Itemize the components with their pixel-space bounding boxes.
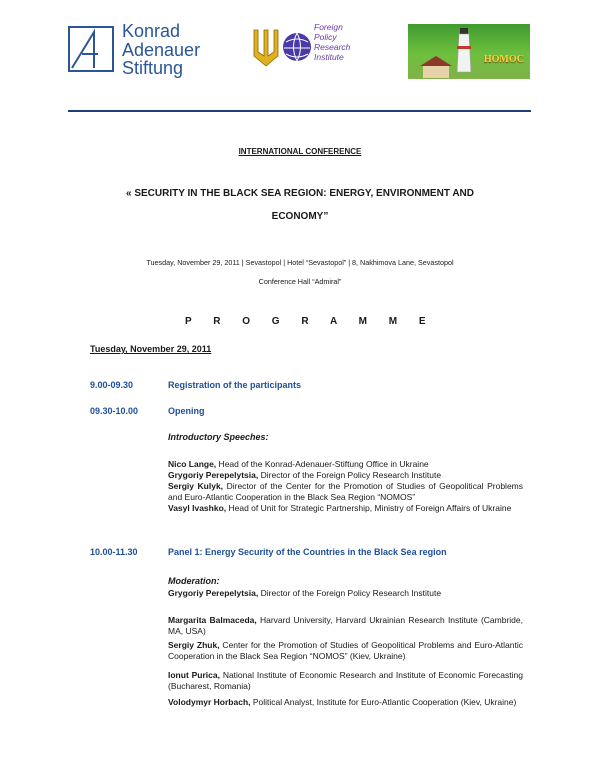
speaker-name: Volodymyr Horbach, bbox=[168, 697, 251, 707]
opening-subheading: Introductory Speeches: bbox=[168, 432, 269, 442]
trident-emblem-icon bbox=[252, 26, 280, 68]
speaker-desc: Head of Unit for Strategic Partnership, Ministry of Foreign Affairs of Ukraine bbox=[226, 503, 512, 513]
conference-venue: Tuesday, November 29, 2011 | Sevastopol | Hotel “Sevastopol” | 8, Nakhimova Lane, Sevastopol bbox=[146, 258, 454, 267]
nomos-logo bbox=[408, 24, 530, 79]
time-opening: 09.30-10.00 bbox=[90, 406, 139, 416]
fpri-line-2: Policy bbox=[314, 32, 337, 42]
moderator-desc: Director of the Foreign Policy Research Institute bbox=[258, 588, 442, 598]
programme-heading: P R O G R A M M E bbox=[184, 316, 436, 327]
conference-title-line-1: « SECURITY IN THE BLACK SEA REGION: ENERGY, ENVIRONMENT AND bbox=[126, 188, 474, 199]
speaker-name: Sergiy Zhuk, bbox=[168, 640, 220, 650]
kas-logo-text bbox=[122, 22, 200, 78]
fpri-logo bbox=[252, 20, 382, 82]
date-heading: Tuesday, November 29, 2011 bbox=[90, 344, 212, 354]
speaker-desc: National Institute of Economic Research and Institute of Economic Forecasting (Bucharest, Romania) bbox=[168, 670, 523, 691]
house-icon bbox=[418, 52, 458, 79]
speaker-name: Nico Lange, bbox=[168, 459, 217, 469]
speaker-desc: Head of the Konrad-Adenauer-Stiftung Office in Ukraine bbox=[216, 459, 429, 469]
fpri-line-1: Foreign bbox=[314, 22, 343, 32]
conference-title bbox=[100, 182, 500, 228]
speaker-name: Sergiy Kulyk, bbox=[168, 481, 224, 491]
fpri-line-3: Research bbox=[314, 42, 351, 52]
conference-title-line-2: ECONOMY” bbox=[271, 211, 329, 222]
speaker-desc: Political Analyst, Institute for Euro-Atlantic Cooperation (Kiev, Ukraine) bbox=[250, 697, 517, 707]
speaker-desc: Director of the Center for the Promotion of Studies of Geopolitical Problems and Euro-Atlantic Cooperation in the Black Sea Region “NOMOS” bbox=[168, 481, 523, 502]
fpri-logo-text bbox=[314, 22, 350, 62]
speaker-desc: Harvard University, Harvard Ukrainian Research Institute (Cambride, MA, USA) bbox=[168, 615, 523, 636]
speaker-name: Grygoriy Perepelytsia, bbox=[168, 470, 259, 480]
kas-line-3: Stiftung bbox=[122, 58, 184, 78]
speaker-desc: Center for the Promotion of Studies of Geopolitical Problems and Euro-Atlantic Cooperation in the Black Sea Region “NOMOS” (Kiev, Ukraine) bbox=[168, 640, 523, 661]
time-panel-1: 10.00-11.30 bbox=[90, 547, 138, 557]
session-opening: Opening bbox=[168, 406, 205, 416]
conference-label: INTERNATIONAL CONFERENCE bbox=[238, 147, 362, 156]
speaker-name: Vasyl Ivashko, bbox=[168, 503, 227, 513]
speaker-item bbox=[168, 640, 523, 661]
kas-logo bbox=[68, 18, 238, 80]
time-registration: 9.00-09.30 bbox=[90, 380, 134, 390]
header-divider bbox=[68, 110, 531, 112]
speaker-item bbox=[168, 459, 523, 470]
globe-icon bbox=[282, 30, 312, 64]
session-registration: Registration of the participants bbox=[168, 380, 302, 390]
speaker-item bbox=[168, 470, 523, 481]
nomos-logo-text: НОМОС bbox=[483, 54, 524, 65]
session-panel-1: Panel 1: Energy Security of the Countries in the Black Sea region bbox=[168, 547, 447, 557]
speaker-item bbox=[168, 503, 523, 514]
speaker-name: Margarita Balmaceda, bbox=[168, 615, 257, 625]
kas-logo-mark-icon bbox=[68, 26, 114, 72]
conference-hall: Conference Hall “Admiral” bbox=[258, 277, 342, 286]
speaker-item bbox=[168, 615, 523, 636]
kas-line-2: Adenauer bbox=[122, 39, 201, 60]
speaker-name: Ionut Purica, bbox=[168, 670, 220, 680]
speaker-item bbox=[168, 670, 523, 691]
speaker-item bbox=[168, 697, 523, 708]
kas-line-1: Konrad bbox=[122, 21, 181, 41]
speaker-desc: Director of the Foreign Policy Research Institute bbox=[258, 470, 442, 480]
panel-1-subheading: Moderation: bbox=[168, 576, 220, 586]
fpri-line-4: Institute bbox=[314, 52, 344, 62]
speaker-item bbox=[168, 481, 523, 502]
moderator-name: Grygoriy Perepelytsia, bbox=[168, 588, 259, 598]
moderator-item bbox=[168, 588, 523, 599]
